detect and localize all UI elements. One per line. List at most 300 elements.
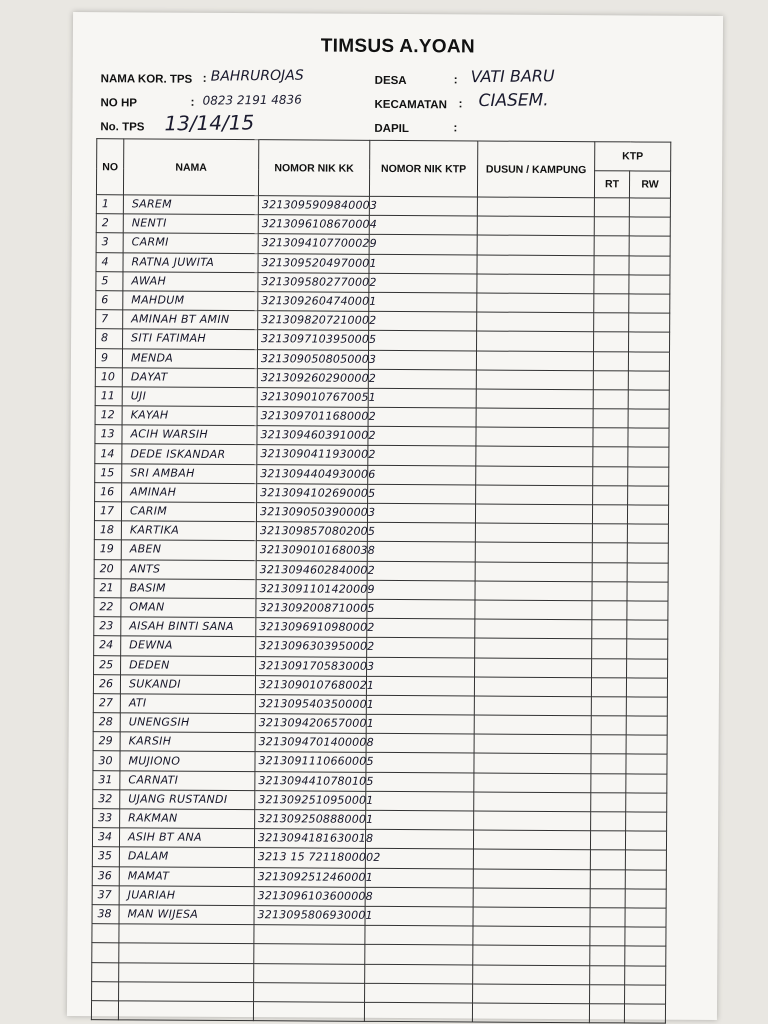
row-nama: SUKANDI [120,675,255,695]
row-nik-kk [257,407,376,427]
row-rw [627,582,668,601]
row-nik-ktp [365,849,473,869]
row-rt [593,428,628,447]
row-number: 26 [93,674,120,693]
row-nik-kk [254,906,373,926]
nik-kk-value: 3213094404930006 [260,466,376,481]
row-rw [629,332,670,351]
row-number: 29 [93,732,120,751]
row-rt [591,754,626,773]
row-dusun [477,274,594,294]
nik-kk-value: 3213092602900002 [260,370,377,385]
desa-value: VATI BARU [470,66,555,87]
row-rw [625,889,666,908]
row-rt [590,888,625,907]
row-nik-ktp [368,407,476,427]
row-rt [590,869,625,888]
row-nik-ktp [368,465,476,485]
row-nik-ktp [367,503,475,523]
row-dusun [475,619,592,639]
row-number [92,981,119,1000]
row-dusun [476,466,593,486]
row-rw [629,236,670,255]
row-nik-kk [256,541,376,561]
row-nama: DEDE ISKANDAR [122,444,257,464]
row-dusun [474,677,591,697]
row-nama: UJANG RUSTANDI [120,790,255,810]
row-nik-ktp [366,734,474,754]
row-dusun [477,293,594,313]
row-nama [119,943,254,963]
row-dusun [474,753,591,773]
row-nik-kk [256,599,375,619]
row-nik-ktp [365,868,473,888]
row-rw [628,371,669,390]
row-number: 3 [96,233,123,252]
nik-kk-value: 3213096103600008 [257,888,373,903]
row-number: 33 [93,809,120,828]
row-number: 16 [95,482,122,501]
row-number: 17 [94,502,121,521]
row-rt [592,505,627,524]
nik-kk-value: 3213092510950001 [258,792,374,807]
row-nik-ktp [365,887,473,907]
row-number: 20 [94,559,121,578]
row-rt [593,447,628,466]
row-nama: SAREM [123,195,258,215]
row-dusun [473,926,590,946]
row-rt [591,697,626,716]
row-nik-ktp [368,484,476,504]
row-nik-kk [254,963,365,983]
row-nama: NENTI [123,214,258,234]
row-nik-ktp [369,254,477,274]
row-dusun [473,964,590,984]
row-nik-kk [254,982,365,1002]
row-nik-kk [255,714,374,734]
row-dusun [473,869,590,889]
row-nik-ktp [366,753,474,773]
row-nama [118,1001,253,1021]
nik-kk-value: 3213090101680038 [259,543,376,558]
row-rw [628,428,669,447]
row-nik-ktp [367,580,475,600]
row-number: 11 [95,387,122,406]
row-rw [624,1004,665,1023]
row-nik-ktp [365,983,473,1003]
row-rw [629,255,670,274]
row-dusun [475,562,592,582]
row-nik-ktp [367,523,475,543]
row-number: 38 [92,905,119,924]
row-rw [628,467,669,486]
row-dusun [474,811,591,831]
row-nik-kk [255,771,374,791]
row-nama: KARTIKA [121,521,256,541]
row-rw [628,351,669,370]
nik-kk-value: 3213096303950002 [259,639,375,654]
row-nama: OMAN [121,598,256,618]
row-rw [629,313,670,332]
row-nama: DEWNA [121,636,256,656]
desa-label: DESA [374,74,407,88]
nik-kk-value: 3213 15 7211800002 [257,850,381,865]
row-rt [594,236,629,255]
voter-table [91,138,671,1024]
row-nama [119,962,254,982]
row-nik-ktp [367,618,475,638]
row-rt [591,773,626,792]
row-rw [626,793,667,812]
row-nik-ktp [366,695,474,715]
row-nik-kk [258,196,378,216]
nik-kk-value: 3213091110660005 [258,754,374,769]
row-rw [627,524,668,543]
row-rt [591,793,626,812]
nik-kk-value: 3213095403500001 [258,697,375,711]
row-rt [594,332,629,351]
row-nik-ktp [368,427,476,447]
row-nik-ktp [369,331,477,351]
row-rw [629,217,670,236]
row-rw [627,543,668,562]
row-nik-ktp [368,369,476,389]
row-number: 34 [92,828,119,847]
nik-kk-value: 3213090508050003 [260,351,377,366]
row-nik-kk [258,253,377,273]
row-number: 31 [93,770,120,789]
row-nama: AMINAH [122,483,257,503]
row-dusun [477,197,594,217]
row-rw [628,486,669,505]
nik-kk-value: 3213092604740001 [261,294,377,308]
row-rw [627,639,668,658]
row-nik-kk [257,368,377,388]
row-number: 1 [96,195,123,214]
row-number: 12 [95,406,122,425]
row-nik-ktp [367,657,475,677]
row-nik-kk [256,503,376,523]
row-nama: ANTS [121,559,256,579]
row-dusun [476,350,593,370]
row-rt [592,581,627,600]
row-nik-kk [258,292,377,312]
row-nik-ktp [366,714,474,734]
row-number [92,962,119,981]
row-nik-kk [255,790,374,810]
row-nik-ktp [369,292,477,312]
row-rw [629,198,670,217]
row-dusun [476,389,593,409]
row-nik-kk [256,618,375,638]
row-nama: CARIM [121,502,256,522]
row-nik-kk [257,349,377,369]
row-rt [591,677,626,696]
row-nik-ktp [367,599,475,619]
nik-kk-value: 3213094410780105 [258,773,374,788]
row-rw [627,658,668,677]
header-ktp: KTP [595,142,671,171]
nik-kk-value: 3213094206570001 [258,716,374,730]
row-rw [625,869,666,888]
row-nik-ktp [365,945,473,965]
row-rt [590,908,625,927]
row-rt [594,313,629,332]
row-number: 23 [94,617,121,636]
row-nama: DAYAT [122,368,257,388]
row-nik-kk [254,944,365,964]
row-dusun [476,427,593,447]
row-rt [592,601,627,620]
row-dusun [476,370,593,390]
row-nik-ktp [367,638,475,658]
row-rt [594,217,629,236]
row-rt [591,716,626,735]
header-dusun: DUSUN / KAMPUNG [477,141,594,198]
row-rw [626,678,667,697]
row-rt [593,409,628,428]
row-rw [626,735,667,754]
row-nik-kk [256,560,375,580]
nik-kk-value: 3213096108670004 [261,217,378,232]
row-nama [119,924,254,944]
row-rw [628,447,669,466]
row-rt [593,370,628,389]
row-nama: ATI [120,694,255,714]
row-nama: DALAM [119,847,254,867]
row-nama: MAHDUM [123,291,258,311]
form-paper [67,12,723,1020]
row-number: 7 [96,310,123,329]
row-dusun [473,849,590,869]
row-dusun [474,715,591,735]
row-nik-kk [257,426,376,446]
nik-kk-value: 3213097103950005 [261,332,377,347]
row-rw [625,850,666,869]
row-dusun [473,945,590,965]
row-dusun [473,984,590,1004]
header-rw: RW [629,171,670,198]
kecamatan-label: KECAMATAN [374,98,447,112]
row-nik-kk [255,695,375,715]
row-rt [592,543,627,562]
row-number: 13 [95,425,122,444]
nik-kk-value: 3213096910980002 [259,620,375,635]
nik-kk-value: 3213091705830003 [259,658,375,673]
row-nik-ktp [368,446,476,466]
nik-kk-value: 3213094181630018 [257,831,374,846]
row-dusun [475,542,592,562]
row-nik-ktp [366,676,474,696]
row-rw [629,294,670,313]
row-nama: ACIH WARSIH [122,425,257,445]
nik-kk-value: 3213095806930001 [257,908,373,922]
nik-kk-value: 3213090503900003 [259,505,376,519]
row-rt [594,294,629,313]
row-rt [589,1004,624,1023]
row-rt [591,812,626,831]
row-number: 10 [95,367,122,386]
row-number: 27 [93,694,120,713]
row-nik-kk [256,579,375,599]
row-rw [625,985,666,1004]
nik-kk-value: 3213097011680002 [260,409,376,423]
row-nik-kk [254,829,374,849]
row-nik-kk [256,656,375,676]
row-nik-ktp [365,964,473,984]
row-nik-ktp [366,810,474,830]
row-nama: KAYAH [122,406,257,426]
row-nik-ktp [369,235,477,255]
row-rt [590,850,625,869]
nik-kk-value: 3213098207210002 [261,313,377,328]
row-nama: CARMI [123,233,258,253]
nik-kk-value: 3213094602840002 [259,562,375,577]
nik-kk-value: 3213090107670051 [260,390,376,404]
row-nik-ktp [369,196,477,216]
empty-row [91,1001,665,1024]
row-rw [626,754,667,773]
row-rt [591,735,626,754]
row-rt [593,466,628,485]
row-rt [590,984,625,1003]
roster-body [91,195,670,1024]
row-dusun [475,638,592,658]
row-number: 30 [93,751,120,770]
row-nik-kk [254,848,381,868]
row-nama: MAN WIJESA [119,905,254,925]
row-dusun [473,888,590,908]
row-nama: KARSIH [120,732,255,752]
row-dusun [477,255,594,275]
row-nama: ABEN [121,540,256,560]
row-nik-kk [257,483,376,503]
nik-kk-value: 3213094603910002 [260,428,376,443]
row-nama: BASIM [121,579,256,599]
row-number: 37 [92,885,119,904]
row-nik-kk [258,215,378,235]
row-rt [590,946,625,965]
row-nik-ktp [364,1002,472,1022]
row-nik-ktp [367,561,475,581]
no-hp-label: NO HP [100,97,137,110]
row-dusun [474,773,591,793]
row-nama: SRI AMBAH [122,463,257,483]
row-rw [626,697,667,716]
row-dusun [475,504,592,524]
row-dusun [477,331,594,351]
row-nama: AWAH [123,272,258,292]
row-dusun [477,216,594,236]
row-nama: MUJIONO [120,751,255,771]
row-rw [625,831,666,850]
row-nik-kk [254,886,373,906]
row-rw [625,946,666,965]
row-nik-ktp [369,311,477,331]
nama-kor-value: BAHRUROJAS [210,67,304,85]
row-rt [590,831,625,850]
kecamatan-colon: : [458,96,463,111]
nik-kk-value: 3213090107680021 [258,677,375,692]
row-nama: SITI FATIMAH [123,329,258,349]
header-nama: NAMA [123,139,258,196]
row-nik-kk [255,675,375,695]
row-nik-kk [254,867,374,887]
row-nama [119,982,254,1002]
header-no: NO [96,139,123,195]
row-number: 22 [94,598,121,617]
row-rw [625,927,666,946]
row-nik-kk [257,464,376,484]
desa-colon: : [453,72,458,87]
row-dusun [474,696,591,716]
header-rt: RT [594,171,629,198]
row-nik-kk [256,637,375,657]
row-nama: JUARIAH [119,886,254,906]
row-nik-ktp [369,273,477,293]
row-nama: UJI [122,387,257,407]
row-nama: ASIH BT ANA [119,828,254,848]
row-nama: MENDA [122,348,257,368]
row-rt [594,255,629,274]
row-dusun [476,485,593,505]
row-rt [594,198,629,217]
row-nik-kk [258,234,377,254]
dapil-label: DAPIL [374,122,409,136]
row-number [92,924,119,943]
nik-kk-value: 3213091101420009 [259,581,375,596]
row-rt [593,351,628,370]
row-nama: AISAH BINTI SANA [121,617,256,637]
row-dusun [475,657,592,677]
row-nama: UNENGSIH [120,713,255,733]
row-rw [629,275,670,294]
row-nik-ktp [369,216,477,236]
row-number: 32 [93,789,120,808]
row-rt [590,965,625,984]
row-rw [627,505,668,524]
no-tps-value: 13/14/15 [164,110,255,136]
row-nik-kk [257,445,376,465]
row-number: 15 [95,463,122,482]
row-nama: CARNATI [120,770,255,790]
row-rw [627,620,668,639]
row-number: 25 [94,655,121,674]
row-number [92,943,119,962]
kecamatan-value: CIASEM. [478,90,549,112]
row-nik-kk [255,752,374,772]
row-rw [628,390,669,409]
row-number: 36 [92,866,119,885]
row-nama: AMINAH BT AMIN [123,310,258,330]
nik-kk-value: 3213092508880001 [258,812,374,826]
row-nik-kk [258,330,377,350]
row-rt [592,639,627,658]
row-number: 19 [94,540,121,559]
row-nik-kk [257,388,376,408]
nik-kk-value: 3213095802770002 [261,274,377,289]
row-rw [625,965,666,984]
no-tps-label: No. TPS [100,121,145,134]
row-nik-kk [258,272,377,292]
row-dusun [477,312,594,332]
row-rt [592,562,627,581]
row-nama: MAMAT [119,866,254,886]
row-dusun [475,523,592,543]
row-nama: RAKMAN [120,809,255,829]
row-rw [626,812,667,831]
row-rw [628,409,669,428]
